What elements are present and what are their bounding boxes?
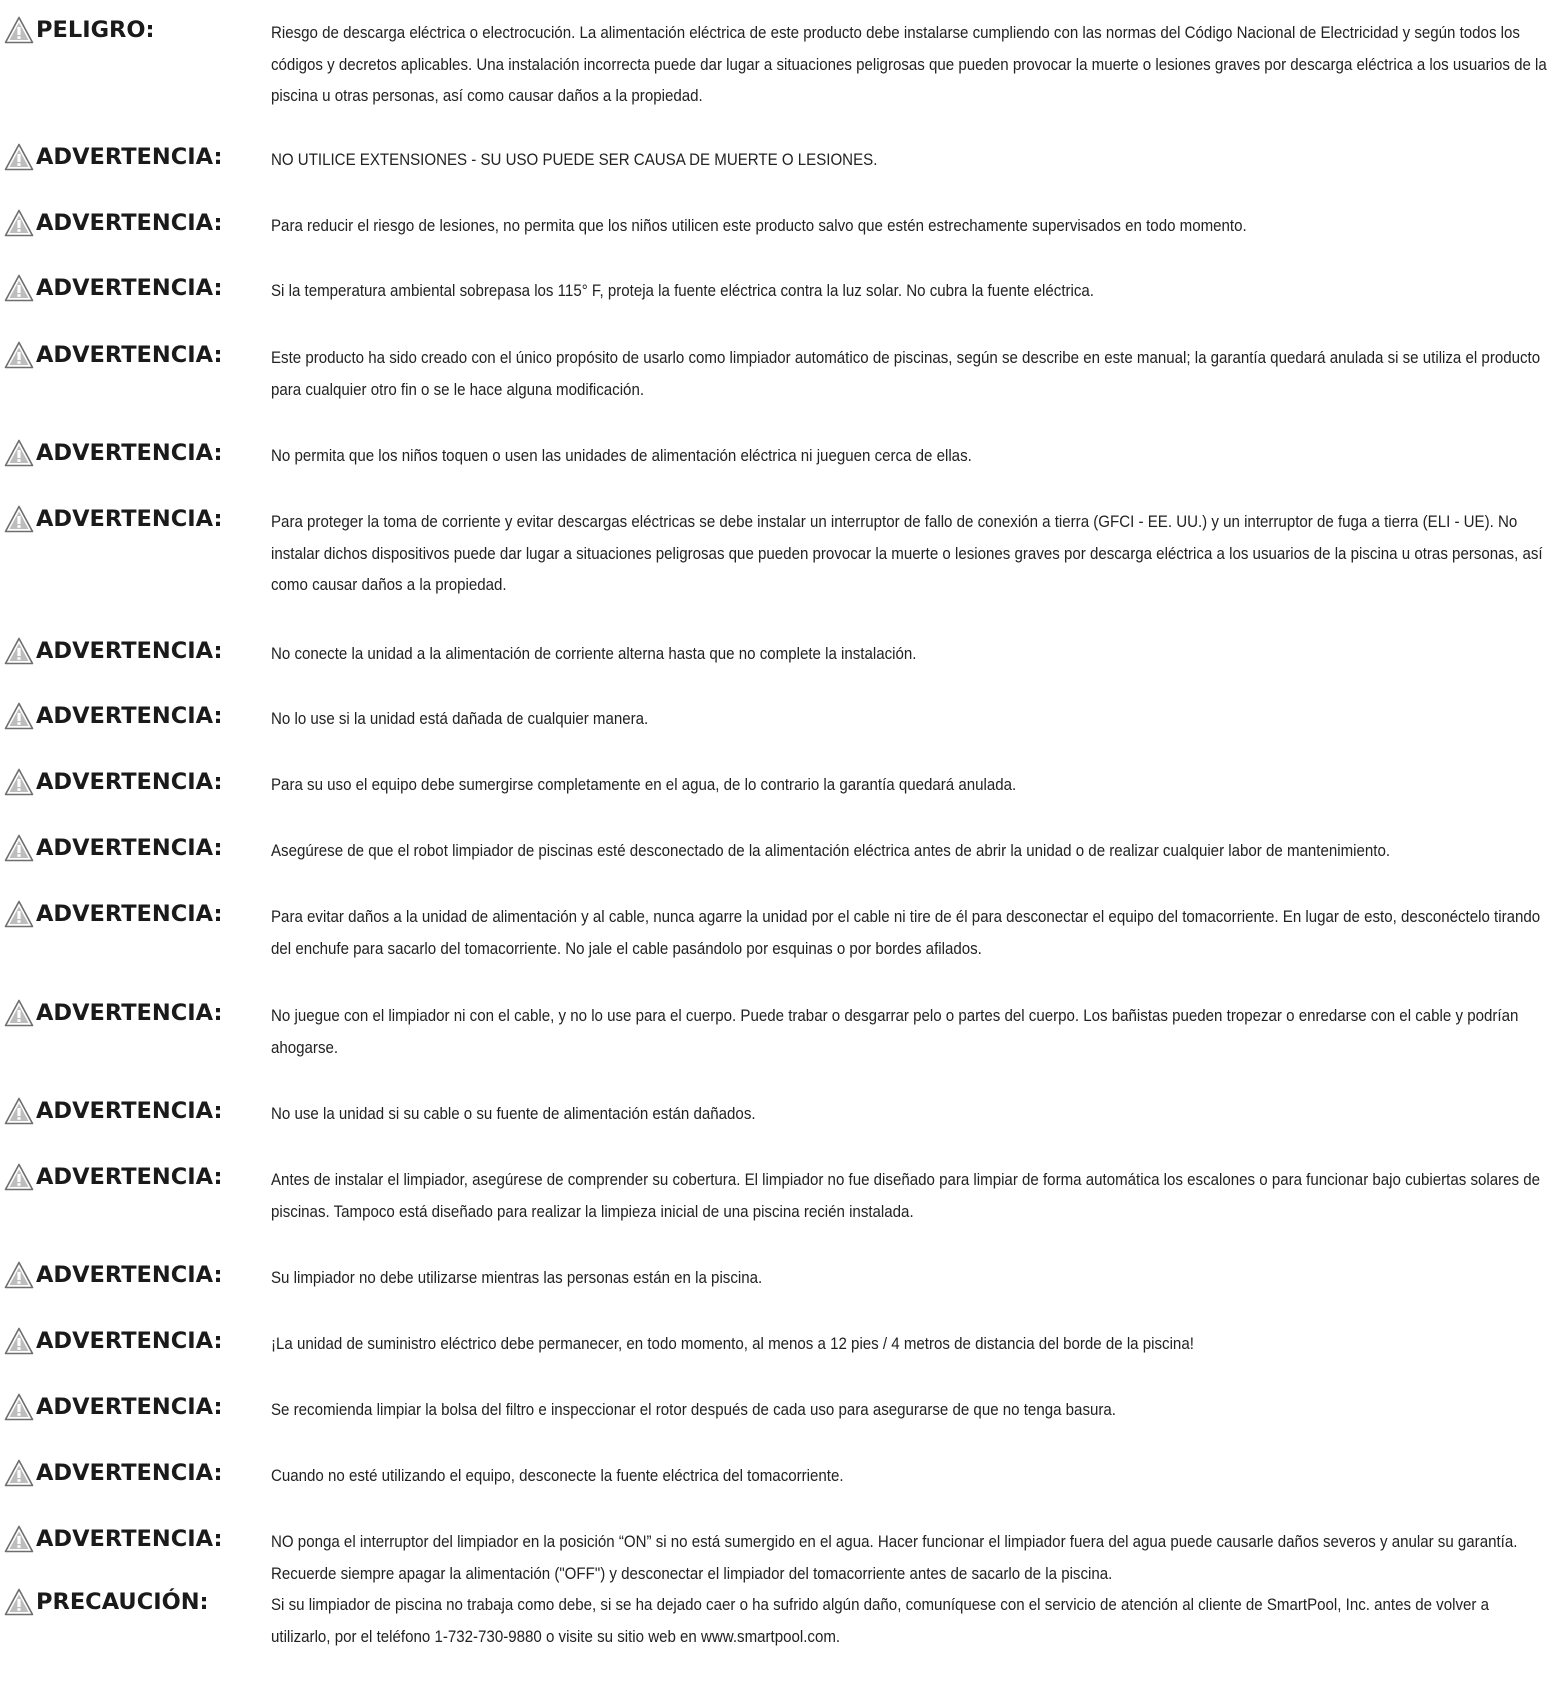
warning-text: Su limpiador no debe utilizarse mientras las personas están en la piscina.: [271, 1269, 763, 1287]
warning-triangle-icon: [4, 1327, 34, 1355]
warning-label: ADVERTENCIA:: [36, 440, 223, 466]
warning-triangle-icon: [4, 143, 34, 171]
warning-text: NO ponga el interruptor del limpiador en la posición “ON” si no está sumergido en el agua. Hacer funcionar el limpiador fuera del agua puede causarle daños severos y anular su garantía. Recuerde siempre apagar la alimentación ("OFF") y desconectar el limpiador del tomacorriente antes de sacarlo de la piscina.: [271, 1533, 1518, 1583]
warning-label: ADVERTENCIA:: [36, 1328, 223, 1354]
warning-text: Este producto ha sido creado con el único propósito de usarlo como limpiador automático de piscinas, según se describe en este manual; la garantía quedará anulada si se utiliza el producto para cualquier otro fin o se le hace alguna modificación.: [271, 349, 1541, 399]
warning-triangle-icon: [4, 1097, 34, 1125]
warning-text: Para proteger la toma de corriente y evitar descargas eléctricas se debe instalar un interruptor de fallo de conexión a tierra (GFCI - EE. UU.) y un interruptor de fuga a tierra (ELI - UE). No instalar dichos dispositivos puede dar lugar a situaciones peligrosas que pueden provocar la muerte o lesiones graves por descarga eléctrica a los usuarios de la piscina u otras personas, así como causar daños a la propiedad.: [271, 513, 1543, 594]
warning-triangle-icon: [4, 16, 34, 44]
warning-triangle-icon: [4, 1163, 34, 1191]
warning-triangle-icon: [4, 702, 34, 730]
warning-label: PRECAUCIÓN:: [36, 1589, 209, 1615]
warning-text: Cuando no esté utilizando el equipo, desconecte la fuente eléctrica del tomacorriente.: [271, 1467, 844, 1485]
warning-triangle-icon: [4, 274, 34, 302]
warning-label: ADVERTENCIA:: [36, 1460, 223, 1486]
warning-text: No juegue con el limpiador ni con el cable, y no lo use para el cuerpo. Puede trabar o desgarrar pelo o partes del cuerpo. Los bañistas pueden tropezar o enredarse con el cable y podrían ahogarse.: [271, 1007, 1519, 1057]
warning-triangle-icon: [4, 1393, 34, 1421]
warning-triangle-icon: [4, 637, 34, 665]
warning-triangle-icon: [4, 1525, 34, 1553]
warning-triangle-icon: [4, 768, 34, 796]
warning-label: ADVERTENCIA:: [36, 703, 223, 729]
warning-triangle-icon: [4, 834, 34, 862]
warning-text: Para su uso el equipo debe sumergirse completamente en el agua, de lo contrario la garantía quedará anulada.: [271, 776, 1017, 794]
warning-label: PELIGRO:: [36, 17, 155, 43]
warning-label: ADVERTENCIA:: [36, 1098, 223, 1124]
warning-label: ADVERTENCIA:: [36, 769, 223, 795]
warning-triangle-icon: [4, 1588, 34, 1616]
warning-label: ADVERTENCIA:: [36, 144, 223, 170]
warning-text: No conecte la unidad a la alimentación de corriente alterna hasta que no complete la instalación.: [271, 645, 917, 663]
warning-label: ADVERTENCIA:: [36, 901, 223, 927]
warning-text: Se recomienda limpiar la bolsa del filtro e inspeccionar el rotor después de cada uso para asegurarse de que no tenga basura.: [271, 1401, 1116, 1419]
warning-label: ADVERTENCIA:: [36, 1394, 223, 1420]
warning-triangle-icon: [4, 1459, 34, 1487]
warning-text: Antes de instalar el limpiador, asegúrese de comprender su cobertura. El limpiador no fue diseñado para limpiar de forma automática los escalones o para funcionar bajo cubiertas solares de piscinas. Tampoco está diseñado para realizar la limpieza inicial de una piscina recién instalada.: [271, 1171, 1541, 1221]
warning-text: Para reducir el riesgo de lesiones, no permita que los niños utilicen este producto salvo que estén estrechamente supervisados en todo momento.: [271, 217, 1247, 235]
warning-text: Si la temperatura ambiental sobrepasa los 115° F, proteja la fuente eléctrica contra la luz solar. No cubra la fuente eléctrica.: [271, 282, 1094, 300]
warning-label: ADVERTENCIA:: [36, 1164, 223, 1190]
warning-label: ADVERTENCIA:: [36, 1526, 223, 1552]
warning-label: ADVERTENCIA:: [36, 210, 223, 236]
warning-label: ADVERTENCIA:: [36, 835, 223, 861]
warning-text: NO UTILICE EXTENSIONES - SU USO PUEDE SER CAUSA DE MUERTE O LESIONES.: [271, 151, 878, 169]
warning-label: ADVERTENCIA:: [36, 1262, 223, 1288]
warning-label: ADVERTENCIA:: [36, 638, 223, 664]
warning-label: ADVERTENCIA:: [36, 342, 223, 368]
warning-triangle-icon: [4, 341, 34, 369]
warning-triangle-icon: [4, 439, 34, 467]
warning-label: ADVERTENCIA:: [36, 506, 223, 532]
warning-text: Riesgo de descarga eléctrica o electrocución. La alimentación eléctrica de este producto debe instalarse cumpliendo con las normas del Código Nacional de Electricidad y según todos los códigos y decretos aplicables. Una instalación incorrecta puede dar lugar a situaciones peligrosas que pueden provocar la muerte o lesiones graves por descarga eléctrica a los usuarios de la piscina u otras personas, así como causar daños a la propiedad.: [271, 24, 1547, 105]
warning-triangle-icon: [4, 505, 34, 533]
warning-triangle-icon: [4, 209, 34, 237]
warning-text: No permita que los niños toquen o usen las unidades de alimentación eléctrica ni jueguen cerca de ellas.: [271, 447, 972, 465]
warning-label: ADVERTENCIA:: [36, 1000, 223, 1026]
warning-text: Si su limpiador de piscina no trabaja como debe, si se ha dejado caer o ha sufrido algún daño, comuníquese con el servicio de atención al cliente de SmartPool, Inc. antes de volver a utilizarlo, por el teléfono 1-732-730-9880 o visite su sitio web en www.smartpool.com.: [271, 1596, 1489, 1646]
warning-text: ¡La unidad de suministro eléctrico debe permanecer, en todo momento, al menos a 12 pies / 4 metros de distancia del borde de la piscina!: [271, 1335, 1194, 1353]
warning-text: No use la unidad si su cable o su fuente de alimentación están dañados.: [271, 1105, 756, 1123]
warning-text: Asegúrese de que el robot limpiador de piscinas esté desconectado de la alimentación eléctrica antes de abrir la unidad o de realizar cualquier labor de mantenimiento.: [271, 842, 1391, 860]
warning-text: No lo use si la unidad está dañada de cualquier manera.: [271, 710, 649, 728]
warning-triangle-icon: [4, 900, 34, 928]
warning-triangle-icon: [4, 999, 34, 1027]
warning-label: ADVERTENCIA:: [36, 275, 223, 301]
warning-text: Para evitar daños a la unidad de alimentación y al cable, nunca agarre la unidad por el cable ni tire de él para desconectar el equipo del tomacorriente. En lugar de esto, desconéctelo tirando del enchufe para sacarlo del tomacorriente. No jale el cable pasándolo por esquinas o por bordes afilados.: [271, 908, 1541, 958]
warning-triangle-icon: [4, 1261, 34, 1289]
